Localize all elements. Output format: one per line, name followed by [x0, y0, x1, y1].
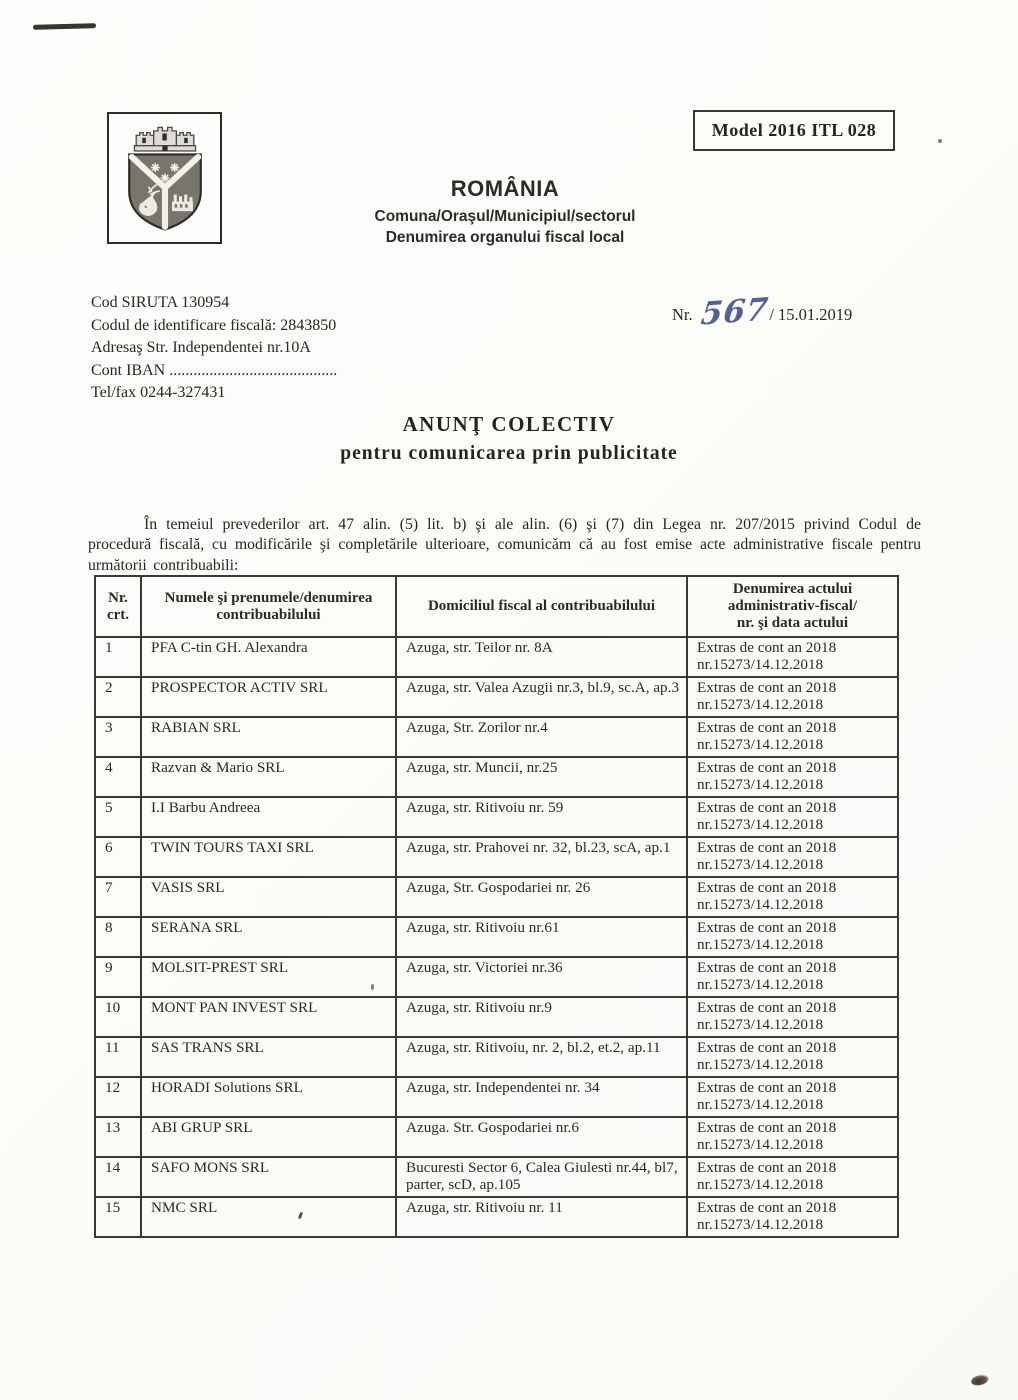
intro-paragraph: În temeiul prevederilor art. 47 alin. (5) lit. b) şi ale alin. (6) şi (7) din Legea nr. 207/2015 privind Codul de procedură fiscală, cu modificările şi completările ulterioare, comunicăm că au fost emise acte administrative fiscale pentru următorii contribuabili:	[88, 515, 921, 574]
cell-taxpayer-name: PROSPECTOR ACTIV SRL	[141, 677, 396, 717]
handwritten-number: 567	[698, 291, 771, 333]
act-number-date: nr.15273/14.12.2018	[697, 855, 824, 873]
cell-fiscal-address: Azuga, Str. Zorilor nr.4	[396, 717, 687, 757]
cell-taxpayer-name: Razvan & Mario SRL	[141, 757, 396, 797]
act-number-date: nr.15273/14.12.2018	[697, 655, 824, 673]
cell-fiscal-address: Azuga. Str. Gospodariei nr.6	[396, 1117, 687, 1157]
cell-taxpayer-name: SERANA SRL	[141, 917, 396, 957]
cell-fiscal-address: Azuga, str. Valea Azugii nr.3, bl.9, sc.A, ap.3	[396, 677, 687, 717]
table-row	[95, 957, 898, 997]
cell-fiscal-address: Azuga, str. Prahovei nr. 32, bl.23, scA, ap.1	[396, 837, 687, 877]
title-line-1: ANUNŢ COLECTIV	[402, 412, 616, 436]
cell-nr-crt: 8	[95, 917, 141, 957]
cell-act-details	[687, 757, 898, 797]
act-number-date: nr.15273/14.12.2018	[697, 775, 824, 793]
cell-nr-crt: 3	[95, 717, 141, 757]
document-header	[305, 176, 705, 248]
table-row	[95, 917, 898, 957]
table-row	[95, 1077, 898, 1117]
cell-act-details	[687, 1077, 898, 1117]
cell-taxpayer-name: I.I Barbu Andreea	[141, 797, 396, 837]
table-row	[95, 757, 898, 797]
act-name: Extras de cont an 2018	[697, 1159, 837, 1176]
cell-taxpayer-name: RABIAN SRL	[141, 717, 396, 757]
act-name: Extras de cont an 2018	[697, 759, 837, 776]
cell-fiscal-address: Azuga, str. Independentei nr. 34	[396, 1077, 687, 1117]
cell-act-details	[687, 877, 898, 917]
scan-artifact-dot	[938, 139, 942, 143]
table-row	[95, 637, 898, 677]
cell-taxpayer-name: ABI GRUP SRL	[141, 1117, 396, 1157]
header-name: Numele şi prenumele/denumirea contribuabilului	[141, 576, 396, 637]
act-name: Extras de cont an 2018	[697, 1039, 837, 1056]
act-name: Extras de cont an 2018	[697, 1079, 837, 1096]
cell-nr-crt: 14	[95, 1157, 141, 1197]
act-number-date: nr.15273/14.12.2018	[697, 895, 824, 913]
act-name: Extras de cont an 2018	[697, 999, 837, 1016]
cell-act-details	[687, 957, 898, 997]
cell-nr-crt: 15	[95, 1197, 141, 1237]
cell-act-details	[687, 1117, 898, 1157]
cell-taxpayer-name: SAFO MONS SRL	[141, 1157, 396, 1197]
table-row	[95, 1037, 898, 1077]
table-row	[95, 717, 898, 757]
table-header-row	[95, 576, 898, 637]
act-name: Extras de cont an 2018	[697, 719, 837, 736]
cell-nr-crt: 13	[95, 1117, 141, 1157]
cell-taxpayer-name: MOLSIT-PREST SRL	[141, 957, 396, 997]
table-row	[95, 677, 898, 717]
cell-act-details	[687, 637, 898, 677]
table-row	[95, 797, 898, 837]
cell-fiscal-address: Azuga, str. Ritivoiu, nr. 2, bl.2, et.2, ap.11	[396, 1037, 687, 1077]
cell-fiscal-address: Azuga, str. Ritivoiu nr. 11	[396, 1197, 687, 1237]
cell-act-details	[687, 1157, 898, 1197]
registration-label: Nr.	[672, 305, 693, 324]
table-row	[95, 837, 898, 877]
act-name: Extras de cont an 2018	[697, 639, 837, 656]
issuer-siruta: Cod SIRUTA 130954	[91, 294, 230, 311]
org-line-2: Denumirea organului fiscal local	[385, 229, 625, 246]
cell-nr-crt: 12	[95, 1077, 141, 1117]
scan-artifact-smudge	[970, 1373, 990, 1387]
act-name: Extras de cont an 2018	[697, 879, 837, 896]
cell-fiscal-address: Azuga, Str. Gospodariei nr. 26	[396, 877, 687, 917]
cell-fiscal-address: Azuga, str. Muncii, nr.25	[396, 757, 687, 797]
cell-nr-crt: 7	[95, 877, 141, 917]
cell-nr-crt: 5	[95, 797, 141, 837]
cell-nr-crt: 9	[95, 957, 141, 997]
registration-number	[672, 291, 853, 333]
coat-of-arms-icon	[117, 122, 213, 234]
table-row	[95, 1197, 898, 1237]
table-row	[95, 877, 898, 917]
act-number-date: nr.15273/14.12.2018	[697, 1055, 824, 1073]
act-number-date: nr.15273/14.12.2018	[697, 1015, 824, 1033]
act-number-date: nr.15273/14.12.2018	[697, 1135, 824, 1153]
act-number-date: nr.15273/14.12.2018	[697, 695, 824, 713]
cell-fiscal-address: Azuga, str. Ritivoiu nr.9	[396, 997, 687, 1037]
cell-act-details	[687, 717, 898, 757]
table-row	[95, 1157, 898, 1197]
cell-taxpayer-name: HORADI Solutions SRL	[141, 1077, 396, 1117]
table-row	[95, 997, 898, 1037]
cell-act-details	[687, 797, 898, 837]
cell-act-details	[687, 677, 898, 717]
scan-artifact-pen-line	[33, 23, 96, 30]
coat-of-arms-box	[107, 112, 222, 244]
cell-nr-crt: 4	[95, 757, 141, 797]
act-number-date: nr.15273/14.12.2018	[697, 975, 824, 993]
cell-taxpayer-name: MONT PAN INVEST SRL	[141, 997, 396, 1037]
cell-taxpayer-name: PFA C-tin GH. Alexandra	[141, 637, 396, 677]
registration-date: / 15.01.2019	[769, 305, 853, 324]
table-body	[95, 637, 898, 1237]
cell-fiscal-address: Azuga, str. Victoriei nr.36	[396, 957, 687, 997]
cell-taxpayer-name: TWIN TOURS TAXI SRL	[141, 837, 396, 877]
act-number-date: nr.15273/14.12.2018	[697, 815, 824, 833]
cell-act-details	[687, 917, 898, 957]
taxpayers-table	[94, 575, 899, 1238]
act-number-date: nr.15273/14.12.2018	[697, 1175, 824, 1193]
act-name: Extras de cont an 2018	[697, 959, 837, 976]
cell-nr-crt: 2	[95, 677, 141, 717]
cell-act-details	[687, 837, 898, 877]
cell-nr-crt: 10	[95, 997, 141, 1037]
cell-act-details	[687, 1037, 898, 1077]
cell-fiscal-address: Azuga, str. Ritivoiu nr. 59	[396, 797, 687, 837]
cell-act-details	[687, 1197, 898, 1237]
title-line-2: pentru comunicarea prin publicitate	[340, 443, 678, 464]
cell-nr-crt: 11	[95, 1037, 141, 1077]
model-label-box	[693, 110, 895, 151]
cell-fiscal-address: Bucuresti Sector 6, Calea Giulesti nr.44, bl7, parter, scD, ap.105	[396, 1157, 687, 1197]
act-number-date: nr.15273/14.12.2018	[697, 1095, 824, 1113]
act-number-date: nr.15273/14.12.2018	[697, 735, 824, 753]
cell-act-details	[687, 997, 898, 1037]
header-act: Denumirea actului administrativ-fiscal/ nr. şi data actului	[687, 576, 898, 637]
issuer-cif: Codul de identificare fiscală: 2843850	[91, 316, 337, 334]
cell-nr-crt: 6	[95, 837, 141, 877]
act-name: Extras de cont an 2018	[697, 1199, 837, 1216]
issuer-iban: Cont IBAN ..........................................	[91, 361, 338, 379]
cell-taxpayer-name: VASIS SRL	[141, 877, 396, 917]
act-name: Extras de cont an 2018	[697, 1119, 837, 1136]
country-title: ROMÂNIA	[450, 176, 560, 201]
model-label: Model 2016 ITL 028	[711, 120, 877, 140]
cell-taxpayer-name: SAS TRANS SRL	[141, 1037, 396, 1077]
cell-taxpayer-name: NMC SRL	[141, 1197, 396, 1237]
org-line-1: Comuna/Oraşul/Municipiul/sectorul	[374, 208, 636, 225]
header-address: Domiciliul fiscal al contribuabilului	[396, 576, 687, 637]
issuer-info	[91, 292, 337, 405]
table-row	[95, 1117, 898, 1157]
act-name: Extras de cont an 2018	[697, 919, 837, 936]
cell-fiscal-address: Azuga, str. Teilor nr. 8A	[396, 637, 687, 677]
issuer-telfax: Tel/fax 0244-327431	[91, 384, 226, 401]
act-number-date: nr.15273/14.12.2018	[697, 935, 824, 953]
issuer-address: Adresaş Str. Independentei nr.10A	[91, 339, 311, 356]
document-title	[0, 412, 1018, 465]
act-number-date: nr.15273/14.12.2018	[697, 1215, 824, 1233]
act-name: Extras de cont an 2018	[697, 799, 837, 816]
act-name: Extras de cont an 2018	[697, 839, 837, 856]
cell-fiscal-address: Azuga, str. Ritivoiu nr.61	[396, 917, 687, 957]
cell-nr-crt: 1	[95, 637, 141, 677]
act-name: Extras de cont an 2018	[697, 679, 837, 696]
header-nr-crt: Nr. crt.	[95, 576, 141, 637]
